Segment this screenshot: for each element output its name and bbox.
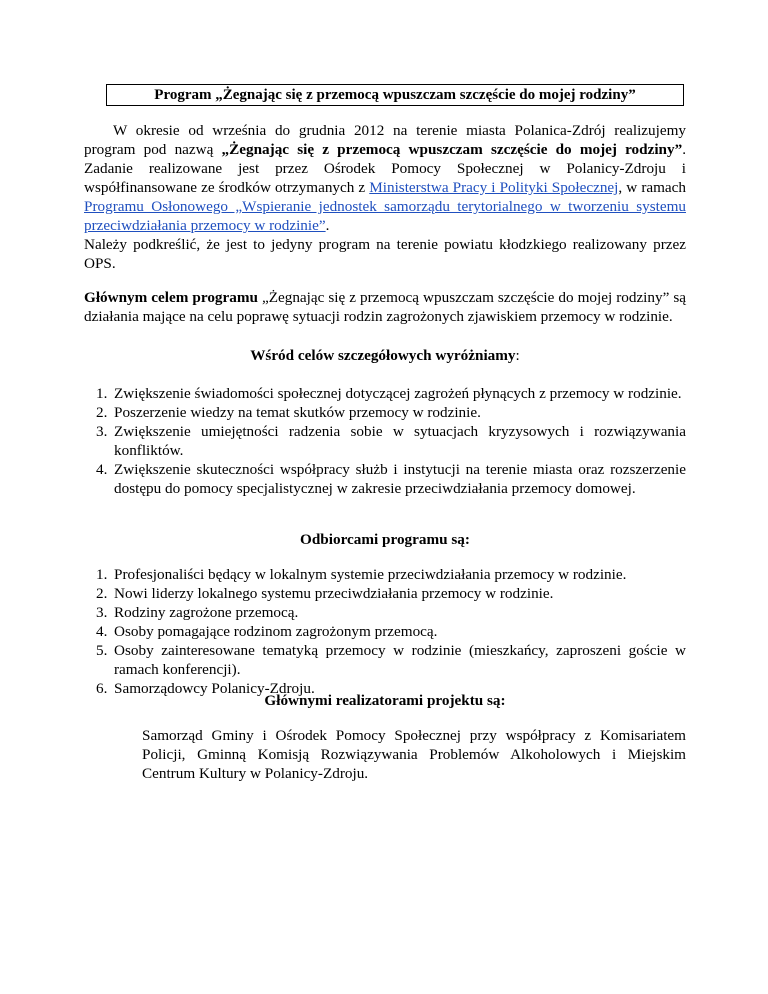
unique-program-paragraph: Należy podkreślić, że jest to jedyny program na terenie powiatu kłodzkiego realizowany przez OPS. [84, 236, 686, 272]
list-item: 2. Poszerzenie wiedzy na temat skutków przemocy w rodzinie. [96, 404, 481, 421]
detailed-goals-list [84, 384, 686, 498]
recipients-heading: Odbiorcami programu są: [300, 531, 470, 548]
list-item: 3. Zwiększenie umiejętności radzenia sobie w sytuacjach kryzysowych i rozwiązywania konfliktów. [96, 423, 686, 459]
page-title: Program „Żegnając się z przemocą wpuszczam szczęście do mojej rodziny” [106, 84, 684, 106]
recipients-list [84, 565, 686, 698]
detailed-goals-heading-text: Wśród celów szczegółowych wyróżniamy [250, 347, 516, 364]
intro-paragraph [84, 121, 686, 235]
list-item: 4. Zwiększenie skuteczności współpracy służb i instytucji na terenie miasta oraz rozszerzenie dostępu do pomocy specjalistycznej w zakresie przeciwdziałania przemocy domowej. [96, 461, 686, 497]
list-item: 1. Zwiększenie świadomości społecznej dotyczącej zagrożeń płynących z przemocy w rodzinie. [96, 385, 682, 402]
list-item: 1. Profesjonaliści będący w lokalnym systemie przeciwdziałania przemocy w rodzinie. [96, 566, 627, 583]
intro-text-4: . [325, 217, 330, 234]
detailed-goals-heading [84, 346, 686, 365]
intro-text-1: W okresie od września do grudnia 2012 na terenie miasta Polanica-Zdrój realizujemy program pod nazwą [84, 122, 686, 158]
detailed-goals-heading-colon: : [515, 347, 520, 364]
list-item: 5. Osoby zainteresowane tematyką przemocy w rodzinie (mieszkańcy, zaproszeni goście w ramach konferencji). [96, 642, 686, 678]
implementers-heading: Głównymi realizatorami projektu są: [264, 692, 506, 709]
list-item: 6. Samorządowcy Polanicy-Zdroju. [96, 680, 315, 697]
program-oslonowy-link[interactable]: Programu Osłonowego „Wspieranie jednostek samorządu terytorialnego w tworzeniu systemu przeciwdziałania przemocy w rodzinie” [84, 198, 686, 234]
list-item: 2. Nowi liderzy lokalnego systemu przeciwdziałania przemocy w rodzinie. [96, 585, 554, 602]
ministry-link[interactable]: Ministerstwa Pracy i Polityki Społecznej [369, 179, 619, 196]
list-item: 3. Rodziny zagrożone przemocą. [96, 604, 299, 621]
main-goal-paragraph [84, 288, 686, 326]
intro-text-2: . Zadanie realizowane jest przez Ośrodek Pomocy Społecznej w Polanicy-Zdroju i współfinansowane ze środków otrzymanych z [84, 141, 686, 196]
implementers-paragraph: Samorząd Gminy i Ośrodek Pomocy Społecznej przy współpracy z Komisariatem Policji, Gminną Komisją Rozwiązywania Problemów Alkoholowych i Miejskim Centrum Kultury w Polanicy-Zdroju. [142, 727, 686, 782]
intro-text-3: , w ramach [618, 179, 687, 196]
main-goal-label: Głównym celem programu [84, 289, 258, 306]
list-item: 4. Osoby pomagające rodzinom zagrożonym przemocą. [96, 623, 438, 640]
main-goal-text: „Żegnając się z przemocą wpuszczam szczęście do mojej rodziny” są działania mające na celu poprawę sytuacji rodzin zagrożonych zjawiskiem przemocy w rodzinie. [84, 289, 686, 325]
program-name: „Żegnając się z przemocą wpuszczam szczęście do mojej rodziny” [221, 141, 683, 158]
